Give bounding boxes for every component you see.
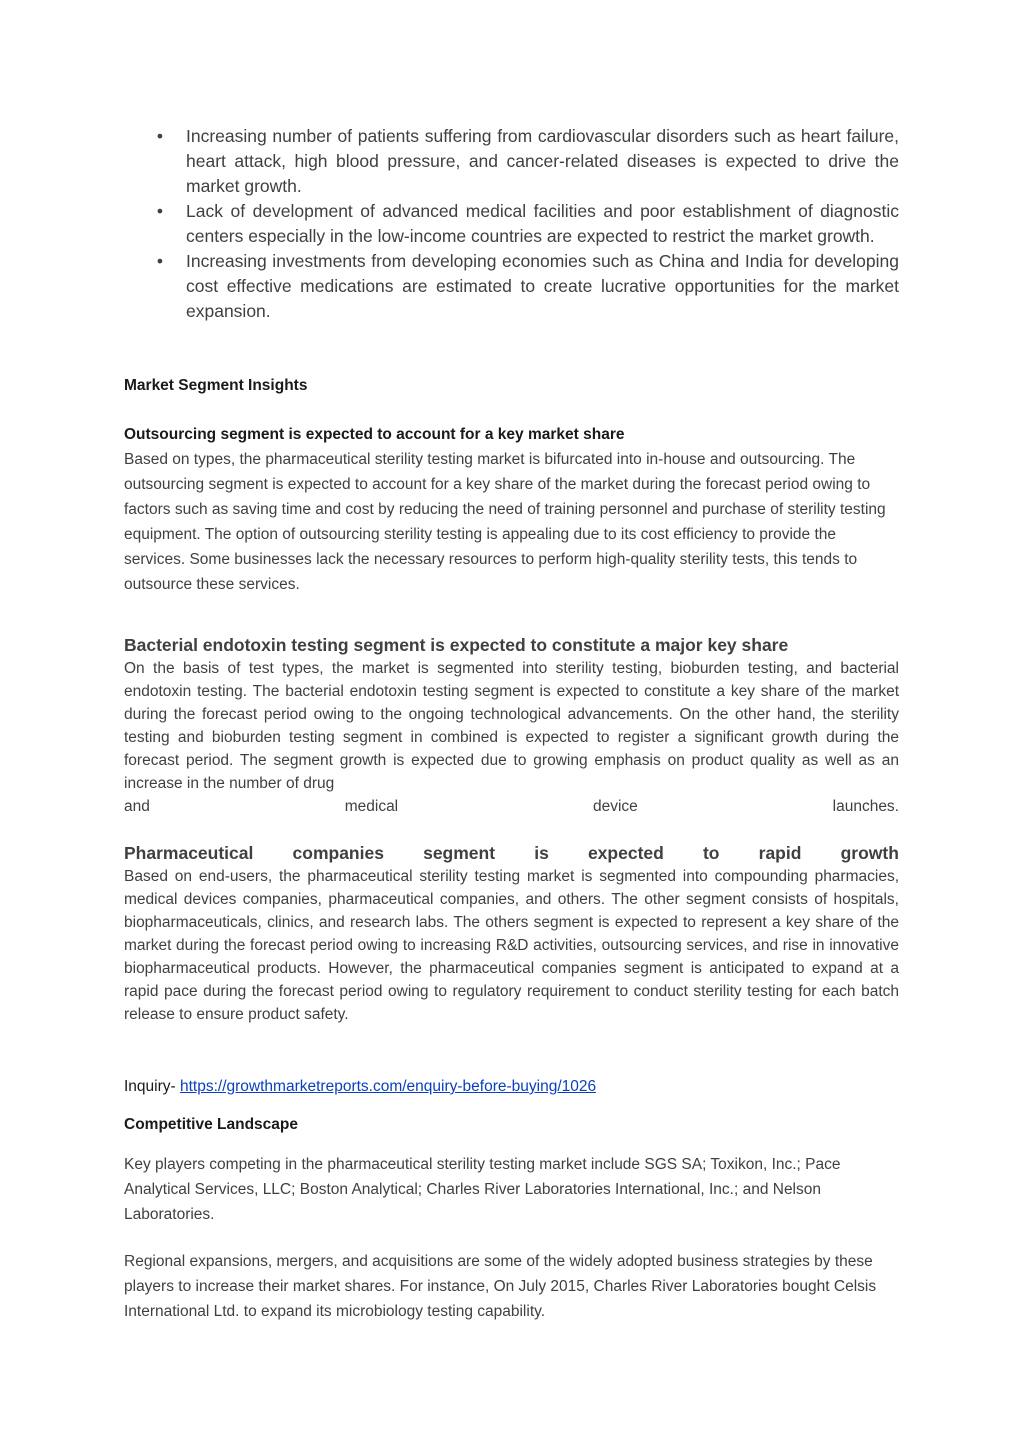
bacterial-heading: Bacterial endotoxin testing segment is expected to constitute a major key share [124, 635, 789, 655]
word: segment [423, 843, 496, 863]
word: and [124, 798, 150, 815]
bullet-item [124, 249, 899, 324]
bullet-text: Increasing number of patients suffering from cardiovascular disorders such as heart failure, heart attack, high blood pressure, and cancer-related diseases is expected to drive the market growth. [186, 126, 899, 196]
market-segment-heading: Market Segment Insights [124, 377, 308, 394]
word: rapid [758, 843, 802, 863]
word: medical [344, 798, 399, 815]
word: Pharmaceutical [124, 843, 254, 863]
word: is [534, 843, 549, 863]
word: launches. [832, 798, 899, 815]
bullet-icon: • [156, 251, 164, 271]
competitive-heading: Competitive Landscape [124, 1116, 298, 1133]
bullet-icon: • [156, 126, 164, 146]
bullet-text: Lack of development of advanced medical facilities and poor establishment of diagnostic centers especially in the low-income countries are expected to restrict the market growth. [186, 201, 899, 246]
bullet-text: Increasing investments from developing economies such as China and India for developing cost effective medications are estimated to create lucrative opportunities for the market expansion. [186, 251, 899, 321]
word: expected [587, 843, 664, 863]
word: companies [292, 843, 384, 863]
bacterial-last-line [124, 795, 899, 818]
bacterial-body: On the basis of test types, the market is segmented into sterility testing, bioburden testing, and bacterial endotoxin testing. The bacterial endotoxin testing segment is expected to constitute a key share of the market during the forecast period owing to the ongoing technological advancements. On the other hand, the sterility testing and bioburden testing segment in combined is expected to register a significant growth during the forecast period. The segment growth is expected due to growing emphasis on product quality as well as an increase in the number of drug [124, 660, 899, 792]
bullet-item [124, 124, 899, 199]
competitive-paragraph-1: Key players competing in the pharmaceutical sterility testing market include SGS SA; Toxikon, Inc.; Pace Analytical Services, LLC; Boston Analytical; Charles River Laboratories International, Inc.; and Nelson Laboratories. [124, 1156, 841, 1223]
word: to [702, 843, 720, 863]
driver-bullet-list [124, 124, 899, 324]
outsourcing-subheading: Outsourcing segment is expected to account for a key market share [124, 426, 625, 443]
competitive-paragraph-2: Regional expansions, mergers, and acquisitions are some of the widely adopted business strategies by these players to increase their market shares. For instance, On July 2015, Charles River Laboratories bought Celsis International Ltd. to expand its microbiology testing capability. [124, 1253, 877, 1320]
pharma-paragraph: Based on end-users, the pharmaceutical sterility testing market is segmented into compounding pharmacies, medical devices companies, pharmaceutical companies, and others. The other segment consists of hospitals, biopharmaceuticals, clinics, and research labs. The others segment is expected to represent a key share of the market during the forecast period owing to increasing R&D activities, outsourcing services, and rise in innovative biopharmaceutical products. However, the pharmaceutical companies segment is anticipated to expand at a rapid pace during the forecast period owing to regulatory requirement to conduct sterility testing for each batch release to ensure product safety. [124, 868, 899, 1023]
pharma-heading [124, 841, 899, 865]
bacterial-paragraph [124, 657, 899, 818]
inquiry-line [124, 1074, 899, 1099]
word: device [592, 798, 638, 815]
bullet-icon: • [156, 201, 164, 221]
outsourcing-paragraph: Based on types, the pharmaceutical sterility testing market is bifurcated into in-house and outsourcing. The outsourcing segment is expected to account for a key share of the market during the forecast period owing to factors such as saving time and cost by reducing the need of training personnel and purchase of sterility testing equipment. The option of outsourcing sterility testing is appealing due to its cost efficiency to provide the services. Some businesses lack the necessary resources to perform high-quality sterility tests, this tends to outsource these services. [124, 451, 886, 593]
inquiry-label: Inquiry- [124, 1078, 180, 1095]
bullet-item [124, 199, 899, 249]
inquiry-link[interactable]: https://growthmarketreports.com/enquiry-before-buying/1026 [180, 1078, 597, 1095]
word: growth [840, 843, 899, 863]
